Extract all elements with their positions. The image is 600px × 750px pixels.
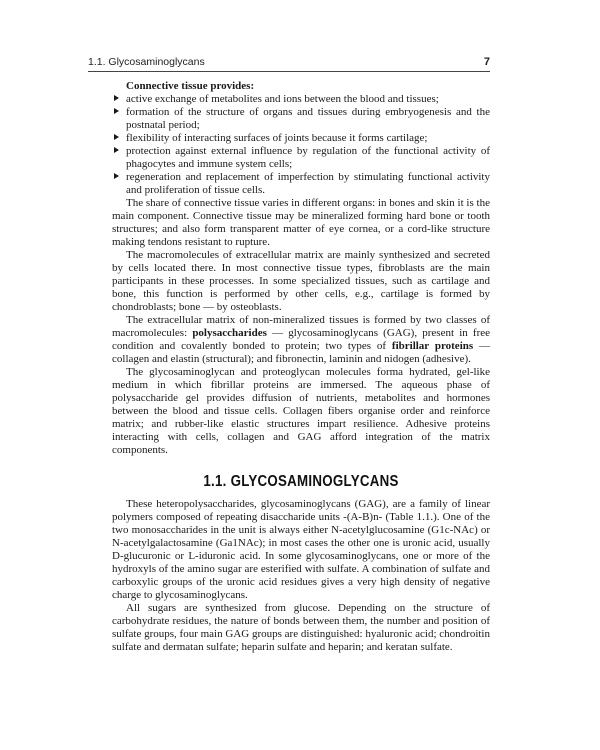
page-body <box>112 80 490 654</box>
bullet-text: regeneration and replacement of imperfection by stimulating functional activity and proliferation of tissue cells. <box>126 171 490 196</box>
bullet-item <box>112 93 490 106</box>
running-header-title: 1.1. Glycosaminoglycans <box>88 56 205 68</box>
triangle-bullet-icon <box>114 173 119 179</box>
bullet-text: protection against external influence by regulation of the functional activity of phagocytes and immune system cells; <box>126 145 490 170</box>
page-number: 7 <box>483 56 490 68</box>
triangle-bullet-icon <box>114 147 119 153</box>
text-run: The extracellular matrix of non-mineralized tissues is formed by two classes of macromolecules: <box>112 314 490 339</box>
bullet-text: active exchange of metabolites and ions between the blood and tissues; <box>126 93 439 105</box>
paragraph-gel-medium: The glycosaminoglycan and proteoglycan molecules forma hydrated, gel-like medium in which fibrillar proteins are immersed. The aqueous phase of polysaccharide gel provides diffusion of nutrients, metabolites and hormones between the blood and tissue cells. Collagen fibers organise order and reinforce matrix; and rubber-like elastic structures impart resilience. Adhesive proteins interacting with cells, collagen and GAG afford integration of the matrix components. <box>112 366 490 456</box>
bullet-text: flexibility of interacting surfaces of joints because it forms cartilage; <box>126 132 428 144</box>
bullet-item <box>112 171 490 197</box>
bullet-item <box>112 106 490 132</box>
triangle-bullet-icon <box>114 134 119 140</box>
text-run: — glycosaminoglycans (GAG), present in free condition and covalently bonded to protein; two types of <box>112 327 491 352</box>
bold-term-fibrillar-proteins: fibrillar proteins <box>391 340 474 352</box>
intro-heading: Connective tissue provides: <box>126 80 255 92</box>
section-heading: 1.1. GLYCOSAMINOGLYCANS <box>203 473 399 490</box>
bullet-list <box>112 93 490 197</box>
paragraph-gag-groups: All sugars are synthesized from glucose. Depending on the structure of carbohydrate residues, the nature of bonds between them, the number and position of sulfate groups, four main GAG groups are distinguished: hyaluronic acid; chondroitin sulfate and dermatan sulfate; heparin sulfate and heparin; and keratan sulfate. <box>112 602 490 653</box>
triangle-bullet-icon <box>114 95 119 101</box>
paragraph-matrix-synthesis: The macromolecules of extracellular matrix are mainly synthesized and secreted by cells located there. In most connective tissue types, fibroblasts are the main participants in these processes. In some specialized tissues, such as cartilage and bone, this function is performed by other cells, e.g., cartilage is formed by chondroblasts; bone — by osteoblasts. <box>112 249 490 313</box>
bullet-text: formation of the structure of organs and tissues during embryogenesis and the postnatal period; <box>126 106 490 131</box>
paragraph-connective-share: The share of connective tissue varies in different organs: in bones and skin it is the main component. Connective tissue may be mineralized forming hard bone or tooth structures; and also form transparent matter of eye cornea, or a cord-like structure making tendons resistant to rupture. <box>112 197 490 248</box>
bullet-item <box>112 132 490 145</box>
bullet-item <box>112 145 490 171</box>
paragraph-matrix-classes <box>112 314 490 366</box>
running-header <box>88 56 490 72</box>
bold-term-polysaccharides: polysaccharides <box>192 327 267 339</box>
paragraph-gag-definition: These heteropolysaccharides, glycosaminoglycans (GAG), are a family of linear polymers composed of repeating disaccharide units -(A-B)n- (Table 1.1.). One of the two monosaccharides in the unit is always either N-acetylglucosamine (G1c-NAc) or N-acetylgalactosamine (Ga1NAc); in most cases the other one is uronic acid, usually D-glucuronic or L-iduronic acid. In some glycosaminoglycans, one or more of the hydroxyls of the amino sugar are esterified with sulfate. A combination of sulfate and carboxylic groups of the uronic acid residues gives a very high density of negative charge to glycosaminoglycans. <box>112 498 490 601</box>
triangle-bullet-icon <box>114 108 119 114</box>
text-run: — collagen and elastin (structural); and fibronectin, laminin and nidogen (adhesive). <box>112 340 491 365</box>
